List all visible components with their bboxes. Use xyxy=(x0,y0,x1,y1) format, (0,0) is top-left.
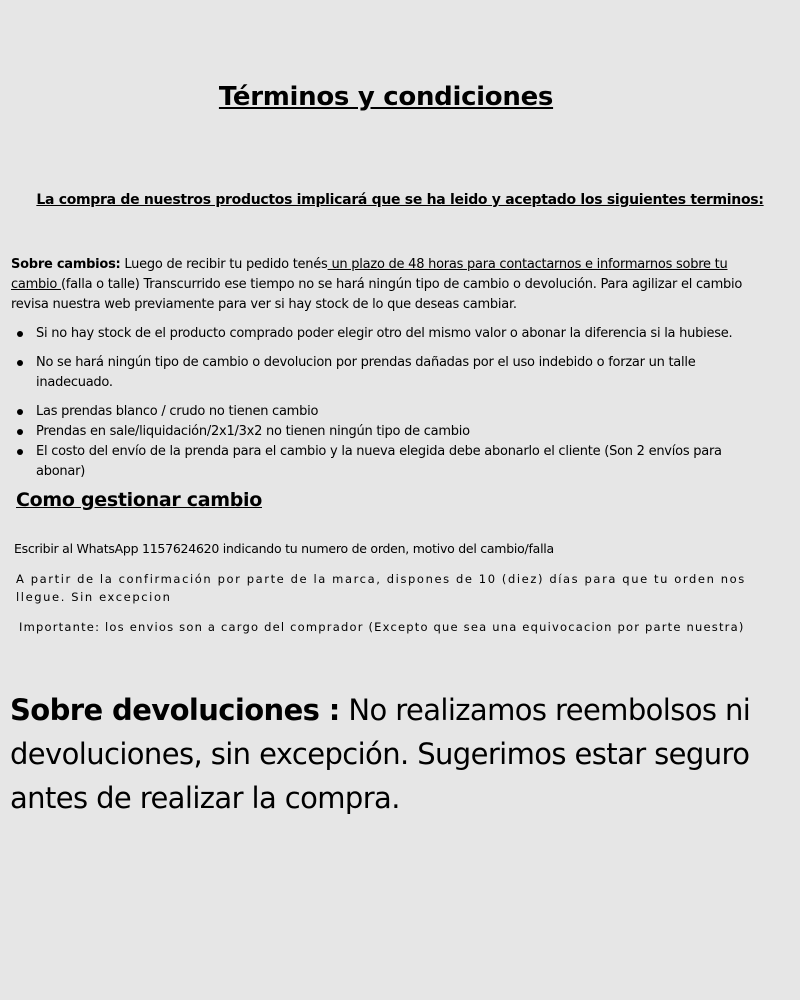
cambios-paragraph xyxy=(11,255,771,315)
intro-statement: La compra de nuestros productos implicará que se ha leido y aceptado los siguientes terminos: xyxy=(36,192,764,208)
list-item: Las prendas blanco / crudo no tienen cambio xyxy=(11,402,771,422)
devoluciones-paragraph xyxy=(10,688,790,820)
cambios-label: Sobre cambios: xyxy=(11,257,121,272)
list-item: Si no hay stock de el producto comprado poder elegir otro del mismo valor o abonar la diferencia si la hubiese. xyxy=(11,324,771,344)
list-item: El costo del envío de la prenda para el cambio y la nueva elegida debe abonarlo el cliente (Son 2 envíos para abonar) xyxy=(11,442,771,482)
devoluciones-label: Sobre devoluciones : xyxy=(10,693,340,727)
page-title: Términos y condiciones xyxy=(218,82,554,112)
bullet-list-3 xyxy=(11,402,771,482)
devoluciones-text: No realizamos reembolsos ni devoluciones, sin excepción. Sugerimos estar seguro antes de realizar la compra. xyxy=(10,693,751,815)
cambios-text-1: Luego de recibir tu pedido tenés xyxy=(120,257,328,272)
whatsapp-instruction: Escribir al WhatsApp 1157624620 indicando tu numero de orden, motivo del cambio/falla xyxy=(14,541,554,556)
bullet-list-1 xyxy=(11,324,771,344)
gestion-heading: Como gestionar cambio xyxy=(16,489,262,511)
list-item: No se hará ningún tipo de cambio o devolucion por prendas dañadas por el uso indebido o forzar un talle inadecuado. xyxy=(11,353,731,393)
cambios-text-2: (falla o talle) Transcurrido ese tiempo no se hará ningún tipo de cambio o devolución. Para agilizar el cambio revisa nuestra web previamente para ver si hay stock de lo que deseas cambiar. xyxy=(11,277,743,312)
plazo-notice: A partir de la confirmación por parte de la marca, dispones de 10 (diez) días para que tu orden nos llegue. Sin excepcion xyxy=(16,572,746,604)
cambios-underlined-text: un plazo de 48 horas para contactarnos e informarnos sobre tu cambio xyxy=(11,257,728,292)
bullet-list-2 xyxy=(11,353,731,393)
importante-notice: Importante: los envios son a cargo del comprador (Excepto que sea una equivocacion por parte nuestra) xyxy=(19,620,745,634)
list-item: Prendas en sale/liquidación/2x1/3x2 no tienen ningún tipo de cambio xyxy=(11,422,771,442)
